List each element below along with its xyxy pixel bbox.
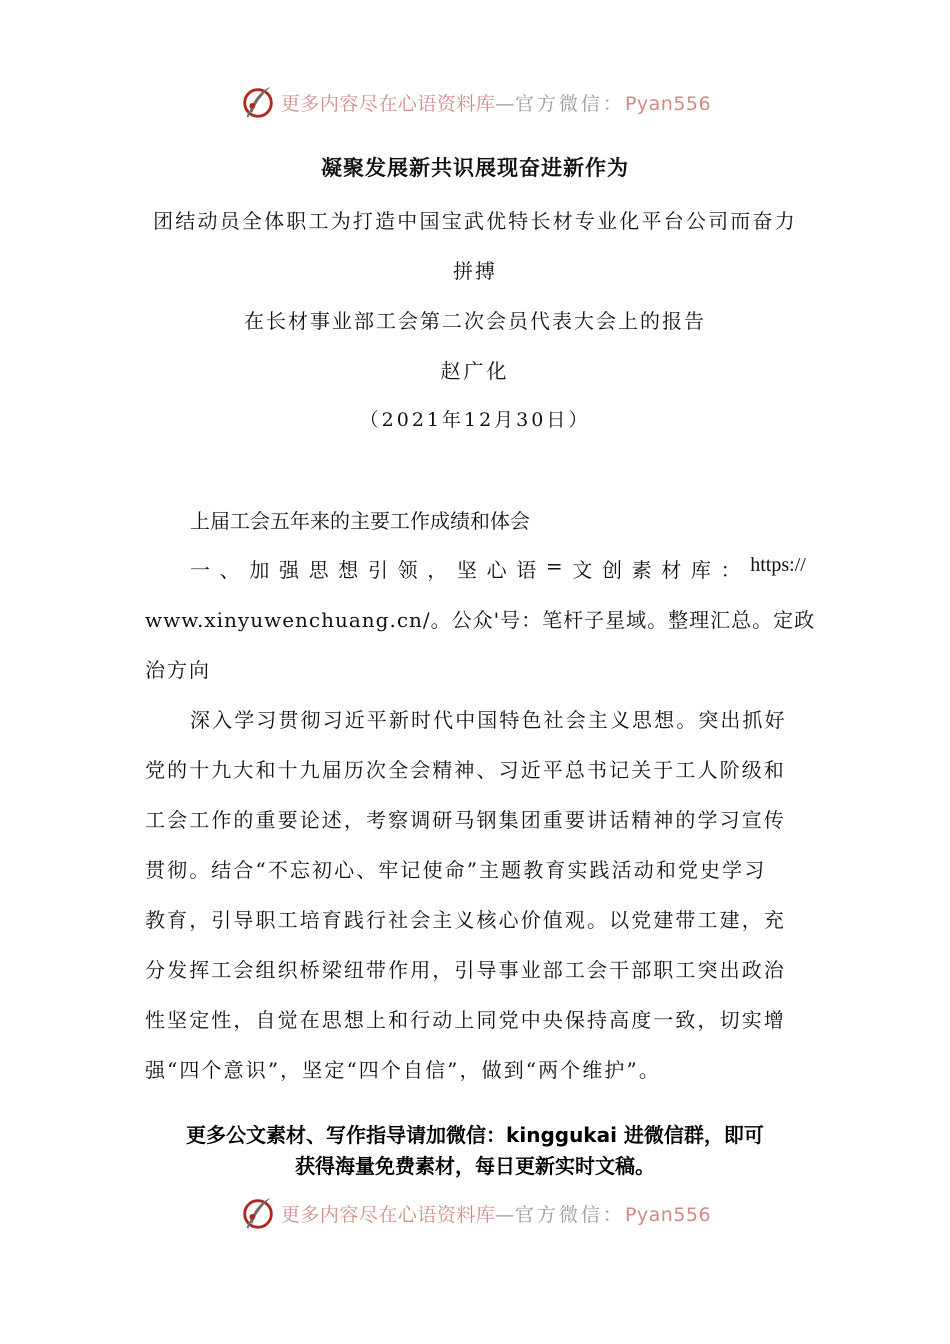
paragraph-line: 教育，引导职工培育践行社会主义核心价值观。以党建带工建，充: [145, 908, 786, 932]
section-1-title-char: 引: [367, 558, 388, 582]
section-1-title-char: 一: [190, 558, 210, 582]
watermark-banner-bottom: [0, 1191, 950, 1235]
document-title: 凝聚发展新共识展现奋进新作为: [321, 155, 629, 180]
section-1-title-line-3: 治方向: [145, 658, 211, 682]
paragraph-line: 深入学习贯彻习近平新时代中国特色社会主义思想。突出抓好: [190, 708, 787, 732]
banner-dash: —: [495, 92, 515, 115]
section-1-title-char: 加: [249, 558, 270, 582]
watermark-banner-top: [0, 80, 950, 124]
feather-pen-logo-icon: [239, 1194, 277, 1232]
section-1-title-char: https://: [750, 554, 806, 576]
section-1-title-char: 强: [278, 558, 299, 582]
paragraph-line: 工会工作的重要论述，考察调研马钢集团重要讲话精神的学习宣传: [145, 808, 786, 832]
section-1-title-line-2: www.xinyuwenchuang.cn/。公众'号：笔杆子星域。整理汇总。定政: [145, 608, 816, 632]
paragraph-line: 性坚定性，自觉在思想上和行动上同党中央保持高度一致，切实增: [145, 1008, 786, 1032]
section-1-title-char: 素: [631, 558, 652, 582]
banner-wechat-label: 官方微信：: [514, 92, 625, 115]
section-1-title-char: 思: [308, 558, 329, 582]
paragraph-line: 贯彻。结合“不忘初心、牢记使命”主题教育实践活动和党史学习: [145, 858, 767, 882]
section-heading: 上届工会五年来的主要工作成绩和体会: [190, 509, 530, 533]
banner-text: [281, 1200, 711, 1227]
paragraph-line: 党的十九大和十九届历次全会精神、习近平总书记关于工人阶级和: [145, 758, 786, 782]
paragraph-line: 强“四个意识”，坚定“四个自信”，做到“两个维护”。: [145, 1058, 661, 1082]
section-1-title-char: 领: [397, 558, 418, 582]
banner-dash: —: [495, 1203, 515, 1226]
banner-wechat-id: Pyan556: [624, 92, 712, 115]
promo-line-2: 获得海量免费素材，每日更新实时文稿。: [295, 1154, 655, 1178]
document-subtitle-line-2: 拼搏: [453, 259, 497, 283]
section-1-title-char: 文: [572, 558, 593, 582]
banner-library-name: 更多内容尽在心语资料库: [280, 1203, 496, 1226]
feather-pen-logo-icon: [239, 83, 277, 121]
document-author: 赵广化: [440, 359, 510, 383]
banner-library-name: 更多内容尽在心语资料库: [280, 92, 496, 115]
section-1-title-char: 想: [338, 558, 359, 582]
banner-wechat-id: Pyan556: [624, 1203, 712, 1226]
document-subtitle-line-1: 团结动员全体职工为打造中国宝武优特长材专业化平台公司而奋力: [153, 209, 797, 233]
section-1-title-char: 、: [219, 558, 240, 582]
section-1-title-char: 心: [486, 558, 507, 582]
banner-text: [281, 89, 711, 116]
section-1-title-char: ：: [720, 558, 741, 582]
document-subtitle-line-3: 在长材事业部工会第二次会员代表大会上的报告: [244, 309, 706, 333]
section-1-title-char: 库: [690, 558, 711, 582]
banner-wechat-label: 官方微信：: [514, 1203, 625, 1226]
promo-notice: [0, 1120, 950, 1182]
section-1-title-char: =: [545, 554, 563, 578]
promo-line-1: 更多公文素材、写作指导请加微信：kinggukai 进微信群，即可: [186, 1123, 764, 1147]
section-1-title-char: ，: [427, 558, 448, 582]
section-1-title-char: 坚: [456, 558, 477, 582]
section-1-title-char: 语: [516, 558, 537, 582]
section-1-title-line-1: [190, 554, 806, 583]
section-1-title-char: 创: [601, 558, 622, 582]
section-1-title-char: 材: [661, 558, 682, 582]
document-date: （2021年12月30日）: [359, 409, 591, 431]
paragraph-line: 分发挥工会组织桥梁纽带作用，引导事业部工会干部职工突出政治: [145, 958, 786, 982]
